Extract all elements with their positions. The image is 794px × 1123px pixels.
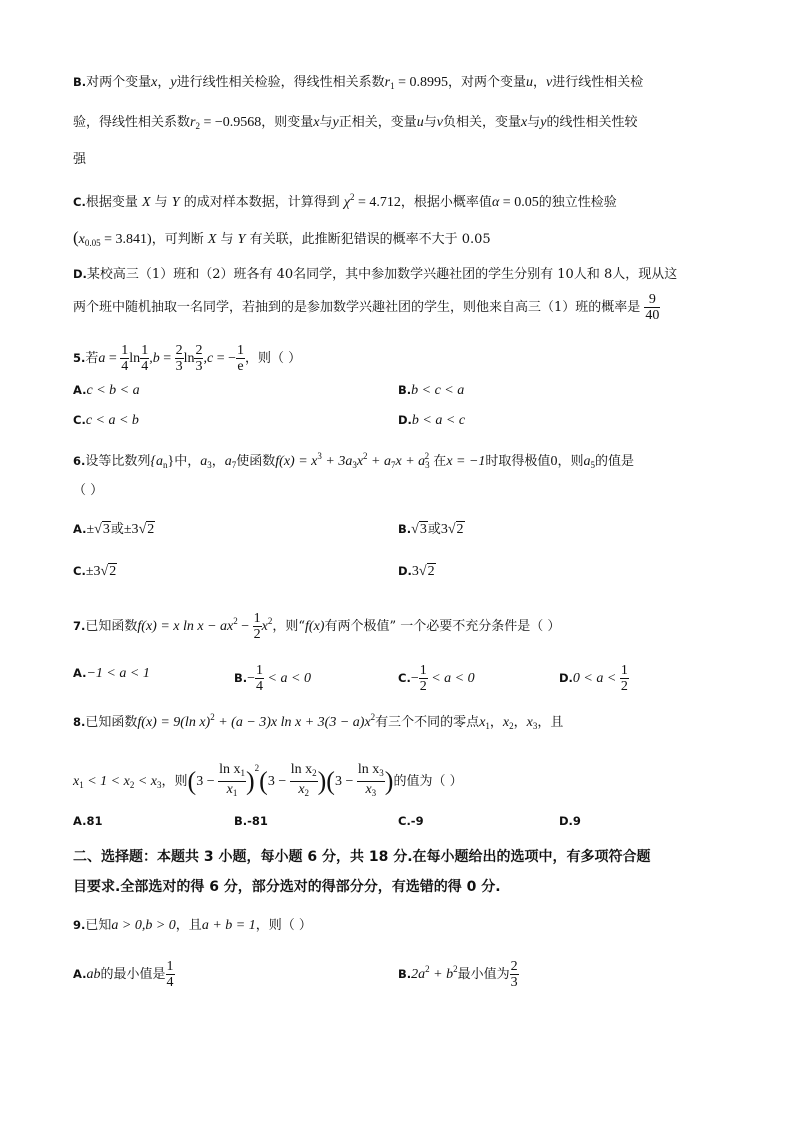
probability-fraction: $\frac{9}{40}$ <box>645 292 660 323</box>
q5-option-a[interactable]: A.c < b < a <box>73 383 140 398</box>
q5-option-c[interactable]: C.c < a < b <box>73 413 139 428</box>
q4-c-label: C. <box>73 195 86 209</box>
q5-option-d[interactable]: D.b < a < c <box>398 413 466 428</box>
section-2-heading-line2: 目要求.全部选对的得 6 分，部分选对的得部分分，有选错的得 0 分. <box>73 879 501 895</box>
q8-option-c[interactable]: C.-9 <box>398 814 424 828</box>
q6-option-b[interactable]: B.√3或3√2 <box>398 522 464 537</box>
q5-number: 5. <box>73 351 86 365</box>
q4-option-d-line2: 两个班中随机抽取一名同学，若抽到的是参加数学兴趣社团的学生，则他来自高三（1）班的概率是 $\frac{9}{40}$ <box>73 292 660 323</box>
q7-option-c[interactable]: C.− $\frac{1}{2}$ < a < 0 <box>398 663 475 694</box>
q8-option-a[interactable]: A.81 <box>73 814 103 828</box>
q4-option-c-line2: $(x_{0.05} = 3.841)$，可判断 X 与 Y 有关联，此推断犯错误的概率不大于 0.05 <box>73 228 491 248</box>
q9-number: 9. <box>73 918 86 932</box>
q7-option-a[interactable]: A.−1 < a < 1 <box>73 666 150 681</box>
q6-option-a[interactable]: A.±√3或±3√2 <box>73 522 155 537</box>
q7-option-b[interactable]: B.− $\frac{1}{4}$ < a < 0 <box>234 663 311 694</box>
q8-option-b[interactable]: B.-81 <box>234 814 268 828</box>
q6-stem-paren: （ ） <box>73 483 104 498</box>
q6-stem: 6.设等比数列$\{a_n\}$中，$a_3$，$a_7$使函数$f(x) = x^3 + 3a_3x^2 + a_7x + a_3^2$ 在x = −1时取得极值0，则$a_5$的值是 <box>73 451 634 470</box>
q7-stem: 7.已知函数f(x) = x $\ln x - ax^2$ − $\frac{1}{2}$ $x^2$，则“f(x)有两个极值” 一个必要不充分条件是（ ） <box>73 611 561 642</box>
q4-option-b-line2: 验，得线性相关系数$r_2 = -0.9568$，则变量x与y正相关，变量u与v负相关，变量x与y的线性相关性较 <box>73 115 638 131</box>
q5-stem: 5.若a = $\frac{1}{4}$ ln $\frac{1}{4}$ ,b = $\frac{2}{3}$ ln $\frac{2}{3}$ ,c = − $\frac{1}{e}$ ，则（ ） <box>73 343 302 374</box>
q4-option-d-line1: D.某校高三（1）班和（2）班各有 40名同学，其中参加数学兴趣社团的学生分别有 10人和 8人，现从这 <box>73 267 678 282</box>
q4-option-b-line3: 强 <box>73 152 87 167</box>
q6-number: 6. <box>73 454 86 468</box>
q9-option-a[interactable]: A.ab的最小值是 $\frac{1}{4}$ <box>73 959 174 990</box>
q9-option-b[interactable]: $B.2a^2 + b^2$最小值为 $\frac{2}{3}$ <box>398 959 518 990</box>
q9-stem: 9.已知a > 0,b > 0，且a + b = 1，则（ ） <box>73 918 312 933</box>
q8-stem: 8.已知函数f(x) = 9(ln x)$^2$ + (a − 3)x $\ln x + 3(3 - a)x^2$有三个不同的零点$x_1$，$x_2$，$x_3$，且 <box>73 712 564 731</box>
q4-option-c-line1: C.根据变量 X 与 Y 的成对样本数据，计算得到 $\chi^2 = 4.712$，根据小概率值α = 0.05的独立性检验 <box>73 192 617 210</box>
q7-number: 7. <box>73 619 86 633</box>
q6-option-d[interactable]: D.3√2 <box>398 564 435 579</box>
q5-option-b[interactable]: B.b < c < a <box>398 383 465 398</box>
q8-number: 8. <box>73 715 86 729</box>
q7-option-d[interactable]: D.0 < a < $\frac{1}{2}$ <box>559 663 628 694</box>
q4-d-label: D. <box>73 267 87 281</box>
section-2-heading-line1: 二、选择题：本题共 3 小题，每小题 6 分，共 18 分.在每小题给出的选项中，有多项符合题 <box>73 849 651 865</box>
q8-option-d[interactable]: D.9 <box>559 814 581 828</box>
q4-option-b-line1: B.对两个变量x，y进行线性相关检验，得线性相关系数$r_1 = 0.8995$，对两个变量u，v进行线性相关检 <box>73 75 644 91</box>
q6-option-c[interactable]: C.±3√2 <box>73 564 117 579</box>
q8-stem-expression: $x_1 < 1 < x_2 < x_3$，则(3 − $\frac{\ln x_1}{x_1}$ )$^2$(3 − $\frac{\ln x_2}{x_2}$ )(3 − $\frac{\ln x_3}{x_3}$ )的值为（ ） <box>73 762 463 798</box>
q4-b-label: B. <box>73 75 87 89</box>
